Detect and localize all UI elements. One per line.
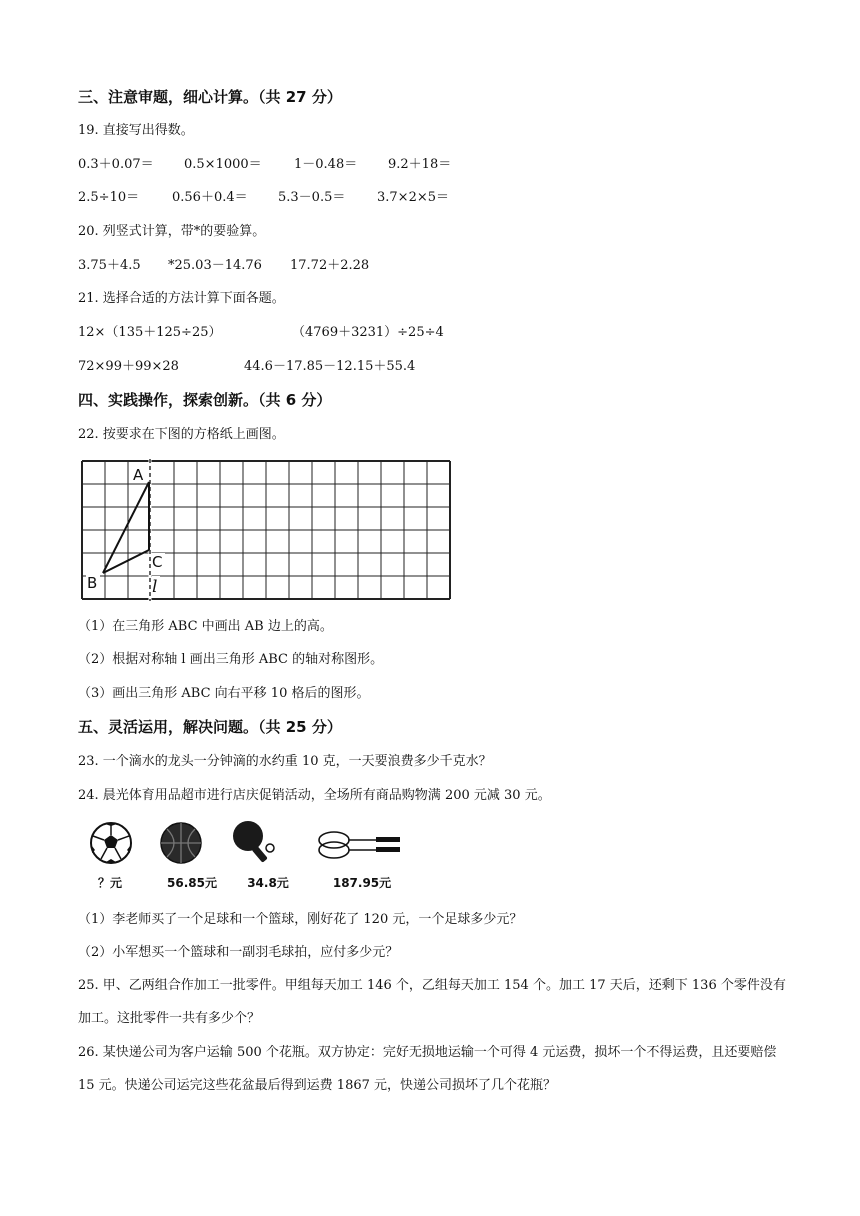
question-25: 25. 甲、乙两组合作加工一批零件。甲组每天加工 146 个，乙组每天加工 154 个。加工 17 天后，还剩下 136 个零件没有加工。这批零件一共有多少个？ bbox=[78, 978, 786, 1026]
product-soccer-ball bbox=[80, 818, 160, 894]
price-label: ？元 bbox=[97, 876, 122, 890]
section-3-heading: 三、注意审题，细心计算。（共 27 分） bbox=[78, 88, 342, 106]
segment-ab bbox=[103, 482, 149, 573]
calc-item: 2.5÷10＝ bbox=[78, 190, 140, 205]
calc-item: 12×（135＋125÷25） bbox=[78, 325, 222, 340]
basketball-icon bbox=[158, 820, 204, 866]
calc-item: （4769＋3231）÷25÷4 bbox=[292, 325, 444, 340]
ping-pong-paddle-icon bbox=[230, 818, 282, 866]
question-21-title: 21. 选择合适的方法计算下面各题。 bbox=[78, 291, 285, 306]
product-ping-pong-paddle bbox=[228, 818, 308, 894]
product-badminton-racket bbox=[314, 818, 414, 894]
calc-item: 44.6－17.85－12.15＋55.4 bbox=[244, 359, 416, 374]
label-axis-l: l bbox=[152, 577, 158, 597]
soccer-ball-icon bbox=[88, 820, 134, 866]
question-24-title: 24. 晨光体育用品超市进行店庆促销活动，全场所有商品购物满 200 元减 30 元。 bbox=[78, 788, 551, 803]
calc-item: 17.72＋2.28 bbox=[290, 258, 370, 273]
section-4-heading: 四、实践操作，探索创新。（共 6 分） bbox=[78, 391, 332, 409]
badminton-racket-icon bbox=[314, 828, 410, 868]
question-22-part-1: （1）在三角形 ABC 中画出 AB 边上的高。 bbox=[78, 619, 333, 634]
question-19-title: 19. 直接写出得数。 bbox=[78, 123, 194, 138]
calc-item: 3.7×2×5＝ bbox=[377, 190, 450, 205]
calc-item: 5.3－0.5＝ bbox=[278, 190, 346, 205]
calc-item: *25.03－14.76 bbox=[168, 258, 262, 273]
question-24-part-2: （2）小军想买一个篮球和一副羽毛球拍，应付多少元？ bbox=[78, 945, 399, 960]
price-label: 34.8元 bbox=[247, 876, 289, 890]
product-row bbox=[80, 818, 420, 894]
product-basketball bbox=[152, 818, 232, 894]
calc-item: 0.5×1000＝ bbox=[184, 157, 262, 172]
label-b: B bbox=[87, 574, 98, 592]
calc-item: 72×99＋99×28 bbox=[78, 359, 179, 374]
calc-item: 9.2＋18＝ bbox=[388, 157, 452, 172]
question-23: 23. 一个滴水的龙头一分钟滴的水约重 10 克，一天要浪费多少千克水？ bbox=[78, 754, 492, 769]
question-26: 26. 某快递公司为客户运输 500 个花瓶。双方协定：完好无损地运输一个可得 4 元运费，损坏一个不得运费，且还要赔偿 15 元。快递公司运完这些花盆最后得到运费 1867 元，快递公司损坏了几个花瓶？ bbox=[78, 1045, 777, 1093]
section-5-heading: 五、灵活运用，解决问题。（共 25 分） bbox=[78, 718, 342, 736]
question-22-title: 22. 按要求在下图的方格纸上画图。 bbox=[78, 427, 285, 442]
price-label: 187.95元 bbox=[332, 876, 392, 890]
label-c: C bbox=[152, 553, 163, 571]
question-22-part-2: （2）根据对称轴 l 画出三角形 ABC 的轴对称图形。 bbox=[78, 652, 384, 667]
label-a: A bbox=[133, 466, 144, 484]
question-22-part-3: （3）画出三角形 ABC 向右平移 10 格后的图形。 bbox=[78, 686, 370, 701]
price-label: 56.85元 bbox=[167, 876, 217, 890]
grid-paper bbox=[80, 459, 452, 601]
calc-item: 0.3＋0.07＝ bbox=[78, 157, 154, 172]
question-24-part-1: （1）李老师买了一个足球和一个篮球，刚好花了 120 元，一个足球多少元？ bbox=[78, 912, 523, 927]
calc-item: 1－0.48＝ bbox=[294, 157, 358, 172]
grid-figure bbox=[80, 459, 452, 605]
question-20-title: 20. 列竖式计算，带*的要验算。 bbox=[78, 224, 266, 239]
calc-item: 3.75＋4.5 bbox=[78, 258, 141, 273]
calc-item: 0.56＋0.4＝ bbox=[172, 190, 248, 205]
